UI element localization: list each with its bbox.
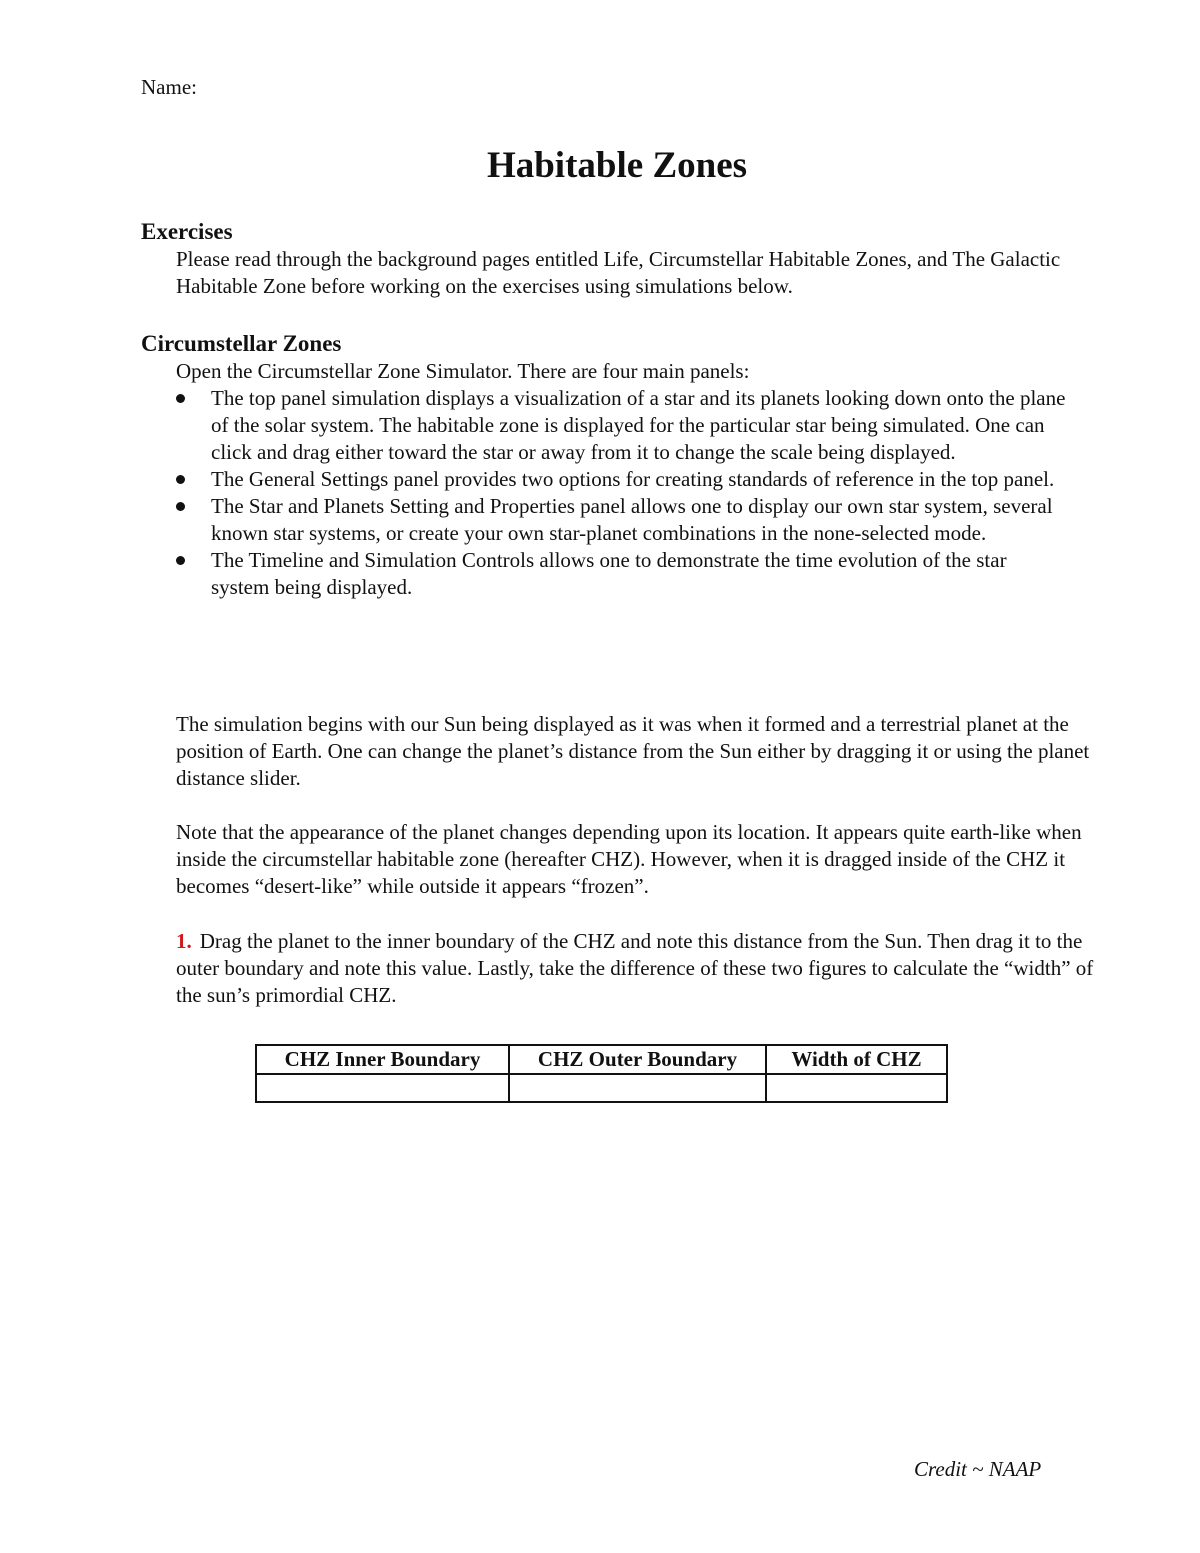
table-header-row [256, 1045, 947, 1074]
exercises-heading: Exercises [141, 219, 233, 244]
bullet-text: The General Settings panel provides two options for creating standards of reference in the top panel. [211, 467, 1055, 491]
bullet-icon [176, 394, 185, 403]
chz-answer-table [255, 1044, 948, 1103]
list-item [176, 466, 1066, 493]
bullet-text: The top panel simulation displays a visualization of a star and its planets looking down onto the plane of the solar system. The habitable zone is displayed for the particular star being simulated. One can click and drag either toward the star or away from it to change the scale being displayed. [211, 386, 1066, 464]
name-label: Name: [141, 75, 197, 99]
list-item [176, 385, 1066, 466]
outer-boundary-cell[interactable] [509, 1074, 766, 1102]
bullet-text: The Timeline and Simulation Controls allows one to demonstrate the time evolution of the star system being displayed. [211, 548, 1007, 599]
question-number: 1. [176, 929, 192, 953]
header-outer-boundary: CHZ Outer Boundary [509, 1045, 766, 1074]
question-1 [141, 928, 1106, 1009]
simulation-paragraph: The simulation begins with our Sun being displayed as it was when it formed and a terrestrial planet at the position of Earth. One can change the planet’s distance from the Sun either by dragging it or using the planet distance slider. [176, 712, 1090, 790]
panel-list [176, 385, 1066, 601]
question-text: Drag the planet to the inner boundary of the CHZ and note this distance from the Sun. Then drag it to the outer boundary and note this value. Lastly, take the difference of these two figures to calculate the “width” of the sun’s primordial CHZ. [176, 929, 1094, 1007]
bullet-text: The Star and Planets Setting and Properties panel allows one to display our own star system, several known star systems, or create your own star-planet combinations in the none-selected mode. [211, 494, 1053, 545]
list-item [176, 493, 1066, 547]
header-inner-boundary: CHZ Inner Boundary [256, 1045, 509, 1074]
header-width: Width of CHZ [766, 1045, 947, 1074]
list-item [176, 547, 1066, 601]
circumstellar-heading: Circumstellar Zones [141, 331, 342, 356]
exercises-intro: Please read through the background pages entitled Life, Circumstellar Habitable Zones, and The Galactic Habitable Zone before working on the exercises using simulations below. [176, 247, 1061, 298]
inner-boundary-cell[interactable] [256, 1074, 509, 1102]
credit-footer: Credit ~ NAAP [914, 1457, 1042, 1481]
circumstellar-intro: Open the Circumstellar Zone Simulator. There are four main panels: [176, 359, 750, 383]
bullet-icon [176, 475, 185, 484]
bullet-icon [176, 502, 185, 511]
table-row [256, 1074, 947, 1102]
note-paragraph: Note that the appearance of the planet changes depending upon its location. It appears quite earth-like when inside the circumstellar habitable zone (hereafter CHZ). However, when it is dragged inside of the CHZ it becomes “desert-like” while outside it appears “frozen”. [176, 820, 1082, 898]
width-cell[interactable] [766, 1074, 947, 1102]
page-title: Habitable Zones [486, 145, 748, 186]
bullet-icon [176, 556, 185, 565]
